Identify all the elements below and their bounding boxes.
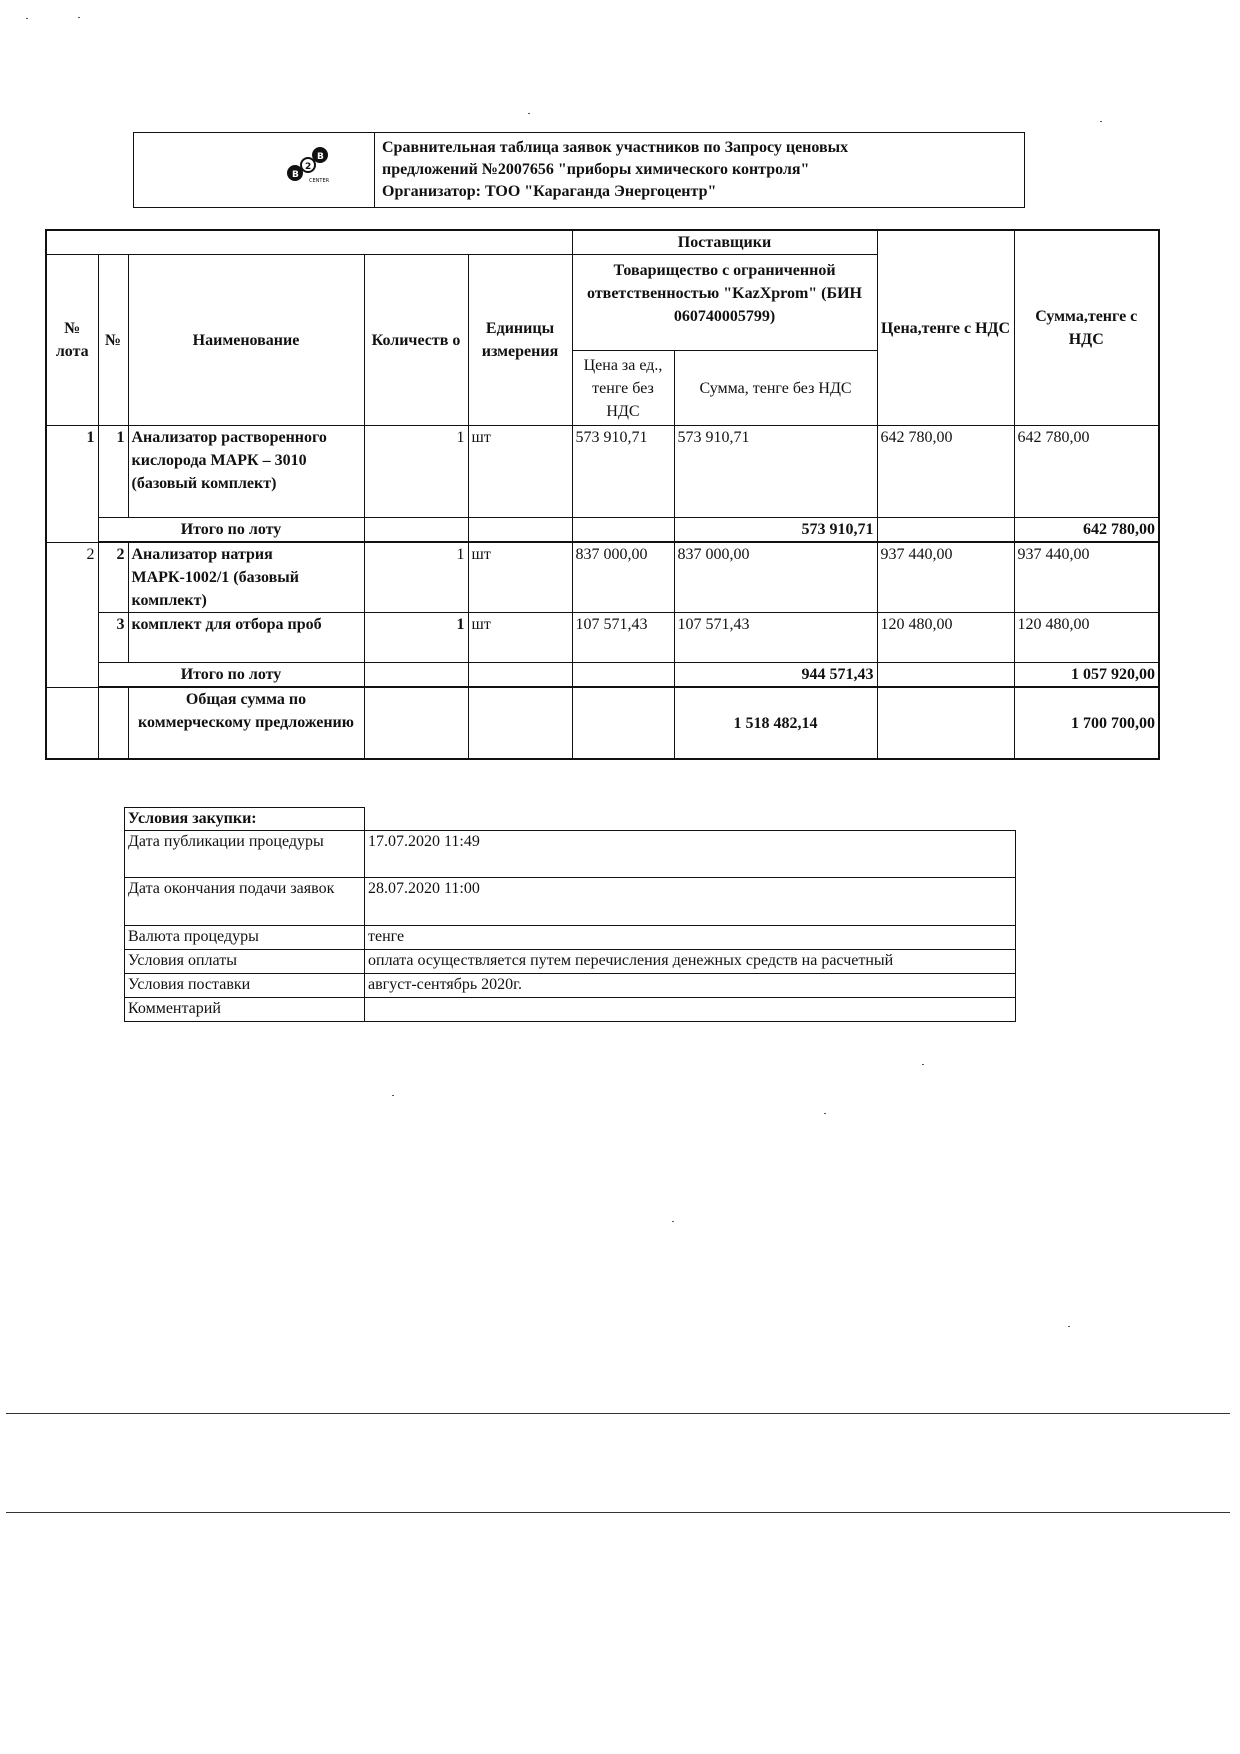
condition-value: 17.07.2020 11:49	[365, 831, 1016, 878]
item-number: 2	[98, 542, 128, 613]
sum-vat-header: Сумма,тенге с НДС	[1014, 230, 1159, 426]
item-number: 1	[98, 426, 128, 518]
conditions-caption: Условия закупки:	[125, 808, 365, 831]
condition-label: Валюта процедуры	[125, 926, 365, 950]
logo-icon	[134, 133, 374, 207]
condition-label: Комментарий	[125, 998, 365, 1022]
item-price-vat: 937 440,00	[877, 542, 1014, 613]
procurement-conditions-table	[124, 807, 1016, 1022]
grand-total-label: Общая сумма по коммерческому предложению	[128, 687, 364, 759]
condition-value: август-сентябрь 2020г.	[365, 974, 1016, 998]
item-name: Анализатор натрия МАРК-1002/1 (базовый комплект)	[128, 542, 364, 613]
scan-speck	[824, 1113, 826, 1114]
subtotal-sum-vat: 1 057 920,00	[1014, 663, 1159, 688]
document-title	[382, 137, 1012, 203]
scan-speck	[78, 17, 80, 18]
subtotal-sum: 573 910,71	[674, 518, 877, 543]
item-price-vat: 120 480,00	[877, 613, 1014, 663]
price-vat-header: Цена,тенге с НДС	[877, 230, 1014, 426]
item-price: 107 571,43	[572, 613, 674, 663]
condition-value: оплата осуществляется путем перечисления денежных средств на расчетный	[365, 950, 1016, 974]
item-qty: 1	[364, 542, 468, 613]
unit-header: Единицы измерения	[468, 255, 572, 426]
condition-row	[125, 998, 1016, 1022]
condition-label: Условия оплаты	[125, 950, 365, 974]
scan-speck	[1068, 1326, 1070, 1327]
item-name: комплект для отбора проб	[128, 613, 364, 663]
item-name: Анализатор растворенного кислорода МАРК – 3010 (базовый комплект)	[128, 426, 364, 518]
condition-row	[125, 950, 1016, 974]
svg-text:B: B	[317, 152, 324, 162]
condition-value: 28.07.2020 11:00	[365, 878, 1016, 926]
subtotal-label: Итого по лоту	[98, 663, 364, 688]
grand-total-row	[46, 687, 1159, 759]
supplier-name-header: Товарищество с ограниченной ответственностью "KazXprom" (БИН 060740005799)	[572, 255, 877, 351]
comparison-table	[45, 229, 1160, 760]
scan-speck	[922, 1064, 924, 1065]
qty-header: Количеств о	[364, 255, 468, 426]
condition-value	[365, 998, 1016, 1022]
header-blank	[46, 230, 572, 255]
table-row	[46, 426, 1159, 518]
subtotal-row	[46, 663, 1159, 688]
scan-line	[6, 1413, 1230, 1414]
title-line-3: Организатор: ТОО "Караганда Энергоцентр"	[382, 183, 717, 200]
condition-row	[125, 926, 1016, 950]
subtotal-row	[46, 518, 1159, 543]
condition-row	[125, 831, 1016, 878]
condition-label: Дата публикации процедуры	[125, 831, 365, 878]
scan-speck	[1100, 121, 1102, 122]
item-sum-vat: 642 780,00	[1014, 426, 1159, 518]
table-row	[46, 542, 1159, 613]
condition-row	[125, 878, 1016, 926]
scan-speck	[672, 1221, 674, 1222]
grand-total-sum: 1 518 482,14	[674, 687, 877, 759]
item-sum-vat: 937 440,00	[1014, 542, 1159, 613]
scan-line	[6, 1512, 1230, 1513]
sum-no-vat-header: Сумма, тенге без НДС	[674, 351, 877, 426]
condition-label: Условия поставки	[125, 974, 365, 998]
table-row	[46, 613, 1159, 663]
organizer-logo	[134, 133, 375, 207]
no-header: №	[98, 255, 128, 426]
document-header	[133, 132, 1025, 208]
scan-speck	[26, 18, 28, 19]
item-sum-vat: 120 480,00	[1014, 613, 1159, 663]
scan-speck	[528, 113, 530, 114]
svg-text:2: 2	[305, 162, 312, 172]
item-price: 573 910,71	[572, 426, 674, 518]
condition-value: тенге	[365, 926, 1016, 950]
item-number: 3	[98, 613, 128, 663]
subtotal-sum: 944 571,43	[674, 663, 877, 688]
item-unit: шт	[468, 426, 572, 518]
item-unit: шт	[468, 542, 572, 613]
svg-text:B: B	[292, 170, 299, 180]
grand-total-sum-vat: 1 700 700,00	[1014, 687, 1159, 759]
item-price: 837 000,00	[572, 542, 674, 613]
logo-text: CENTER	[309, 178, 330, 184]
item-price-vat: 642 780,00	[877, 426, 1014, 518]
name-header: Наименование	[128, 255, 364, 426]
item-sum: 107 571,43	[674, 613, 877, 663]
title-line-1: Сравнительная таблица заявок участников по Запросу ценовых	[382, 139, 849, 156]
scan-speck	[392, 1095, 394, 1096]
price-no-vat-header: Цена за ед., тенге без НДС	[572, 351, 674, 426]
suppliers-header: Поставщики	[572, 230, 877, 255]
subtotal-label: Итого по лоту	[98, 518, 364, 543]
lot-number: 1	[46, 426, 98, 543]
condition-row	[125, 974, 1016, 998]
title-line-2: предложений №2007656 "приборы химического контроля"	[382, 161, 810, 178]
item-unit: шт	[468, 613, 572, 663]
lot-no-header: № лота	[46, 255, 98, 426]
item-qty: 1	[364, 613, 468, 663]
item-sum: 837 000,00	[674, 542, 877, 613]
condition-label: Дата окончания подачи заявок	[125, 878, 365, 926]
item-sum: 573 910,71	[674, 426, 877, 518]
item-qty: 1	[364, 426, 468, 518]
subtotal-sum-vat: 642 780,00	[1014, 518, 1159, 543]
lot-number: 2	[46, 542, 98, 687]
